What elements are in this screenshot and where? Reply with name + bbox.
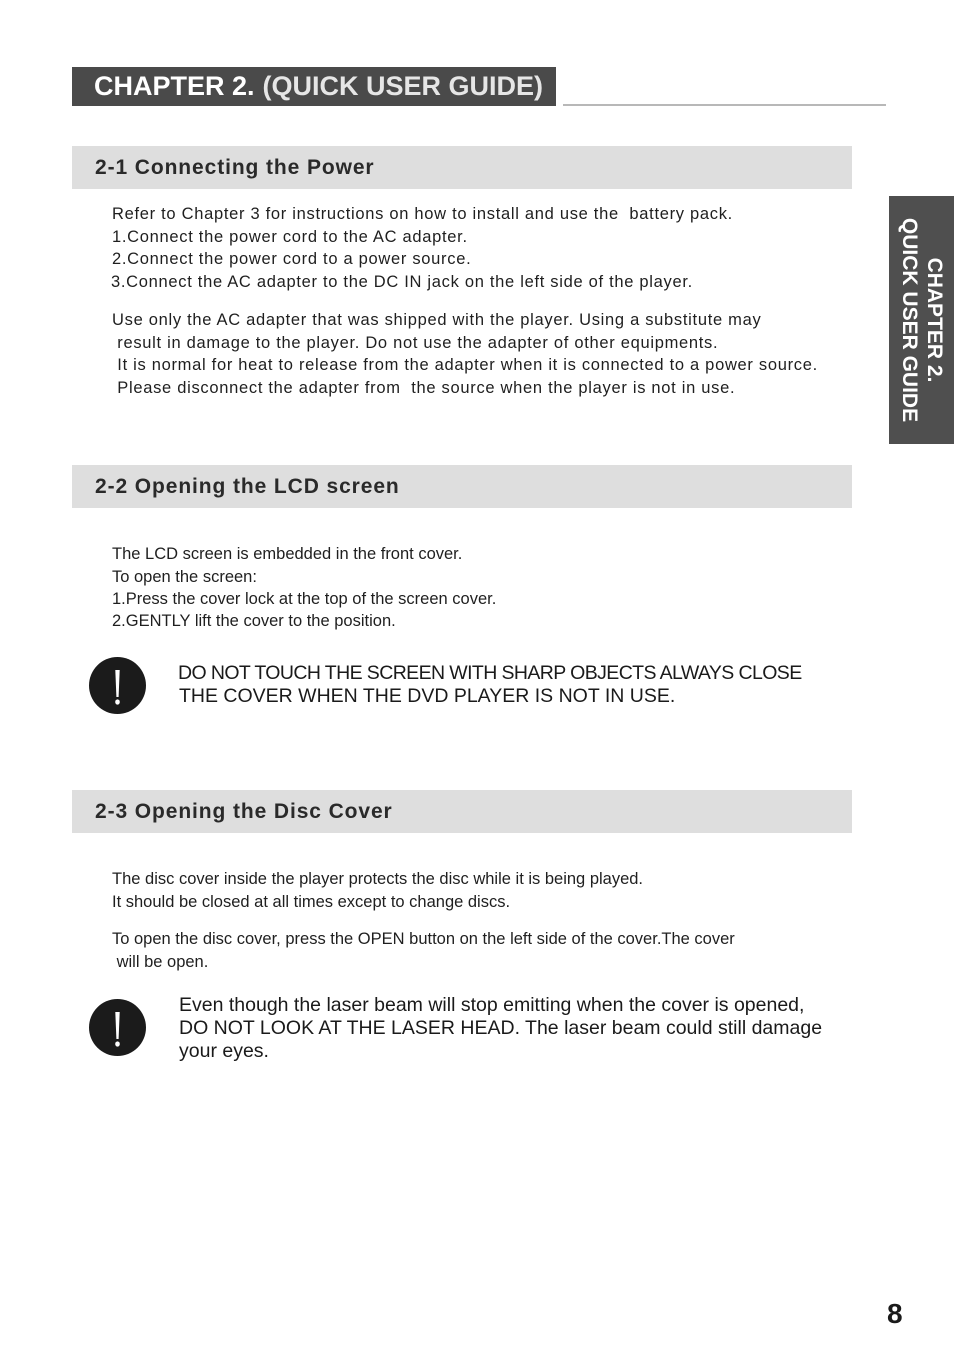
disc-warning-line-3: your eyes. [179, 1040, 269, 1062]
power-intro: Refer to Chapter 3 for instructions on how to install and use the battery pack. [112, 205, 733, 223]
chapter-title [72, 67, 556, 106]
disc-warning-line-1: Even though the laser beam will stop emitting when the cover is opened, [179, 994, 805, 1016]
section-heading-power: 2-1 Connecting the Power [72, 146, 852, 189]
lcd-line-2: To open the screen: [112, 568, 257, 586]
chapter-title-main: CHAPTER 2. [94, 71, 255, 101]
warning-exclamation-icon [89, 657, 146, 714]
power-note-line-4: Please disconnect the adapter from the source when the player is not in use. [112, 378, 736, 397]
lcd-step-2: 2.GENTLY lift the cover to the position. [112, 612, 396, 630]
power-note-line-2: result in damage to the player. Do not use the adapter of other equipments. [112, 333, 719, 352]
section-heading-disc: 2-3 Opening the Disc Cover [72, 790, 852, 833]
disc-line-2: It should be closed at all times except to change discs. [112, 893, 511, 911]
disc-open-line-2: will be open. [112, 953, 209, 971]
side-tab-line-2: QUICK USER GUIDE [897, 217, 921, 423]
section-heading-lcd: 2-2 Opening the LCD screen [72, 465, 852, 508]
power-step-2: 2.Connect the power cord to a power source. [112, 250, 472, 268]
chapter-header-rule [563, 104, 886, 106]
power-note-line-1: Use only the AC adapter that was shipped with the player. Using a substitute may [112, 311, 762, 329]
chapter-side-tab [889, 196, 954, 444]
lcd-warning-line-2: THE COVER WHEN THE DVD PLAYER IS NOT IN USE. [179, 685, 676, 707]
power-step-3: 3.Connect the AC adapter to the DC IN jack on the left side of the player. [111, 272, 693, 291]
chapter-title-sub: (QUICK USER GUIDE) [262, 71, 544, 101]
power-step-1: 1.Connect the power cord to the AC adapter. [112, 227, 468, 246]
disc-line-1: The disc cover inside the player protects the disc while it is being played. [112, 870, 644, 888]
disc-warning-line-2: DO NOT LOOK AT THE LASER HEAD. The laser beam could still damage [179, 1017, 823, 1039]
lcd-step-1: 1.Press the cover lock at the top of the screen cover. [112, 590, 497, 608]
warning-exclamation-icon [89, 999, 146, 1056]
power-note-line-3: It is normal for heat to release from the adapter when it is connected to a power source. [112, 356, 818, 374]
page-number: 8 [887, 1298, 903, 1329]
lcd-warning-line-1: DO NOT TOUCH THE SCREEN WITH SHARP OBJECTS ALWAYS CLOSE [178, 662, 802, 684]
side-tab-line-1: CHAPTER 2. [922, 257, 946, 383]
lcd-line-1: The LCD screen is embedded in the front cover. [112, 545, 463, 563]
disc-open-line-1: To open the disc cover, press the OPEN button on the left side of the cover.The cover [112, 930, 735, 948]
